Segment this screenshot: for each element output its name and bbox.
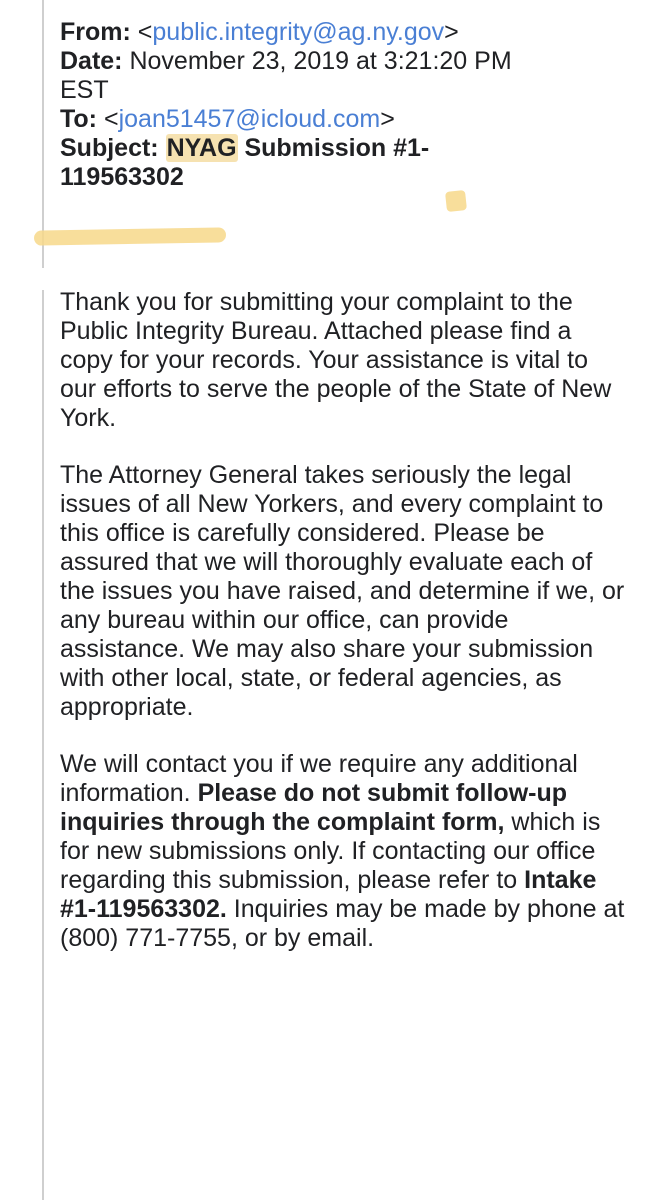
subject-label: Subject: xyxy=(60,134,159,162)
p3-text-1: We will contact you if we require any additional information. xyxy=(60,750,578,807)
to-label: To: xyxy=(60,105,98,133)
subject-number: 119563302 xyxy=(60,163,184,191)
date-timezone: EST xyxy=(60,76,109,104)
subject-text: Submission #1- xyxy=(244,134,430,162)
to-email-link[interactable]: joan51457@icloud.com xyxy=(118,105,381,133)
from-email-link[interactable]: public.integrity@ag.ny.gov xyxy=(152,18,445,46)
date-value: November 23, 2019 at 3:21:20 PM xyxy=(129,47,512,75)
to-close-bracket: > xyxy=(380,105,395,133)
from-row xyxy=(60,18,620,47)
to-row xyxy=(60,105,620,134)
p3-bold-intake: Intake #1-119563302. xyxy=(60,866,597,923)
body-paragraph-3 xyxy=(60,750,630,953)
highlighter-underline xyxy=(34,227,226,245)
from-label: From: xyxy=(60,18,131,46)
date-label: Date: xyxy=(60,47,123,75)
body-paragraph-1: Thank you for submitting your complaint to the Public Integrity Bureau. Attached please find a copy for your records. Your assistance is vital to our efforts to serve the people of the State of New York. xyxy=(60,288,612,432)
p3-text-2: which is for new submissions only. If contacting our office regarding this submission, please refer to xyxy=(60,808,601,894)
p3-bold-warning: Please do not submit follow-up inquiries through the complaint form, xyxy=(60,779,568,836)
from-open-bracket: < xyxy=(137,18,153,46)
body-paragraph-2: The Attorney General takes seriously the legal issues of all New Yorkers, and every complaint to this office is carefully considered. Please be assured that we will thoroughly evaluate each of the issues you have raised, and determine if we, or any bureau within our office, can provide assistance. We may also share your submission with other local, state, or federal agencies, as appropriate. xyxy=(60,461,625,721)
quote-bar-body xyxy=(42,290,44,1200)
p3-text-3: Inquiries may be made by phone at (800) 771-7755, or by email. xyxy=(60,895,625,952)
highlighter-mark xyxy=(445,190,467,212)
to-open-bracket: < xyxy=(103,105,119,133)
subject-highlighted-word: NYAG xyxy=(166,134,237,162)
from-close-bracket: > xyxy=(444,18,459,46)
quote-bar-header xyxy=(42,0,44,268)
email-header xyxy=(60,18,620,192)
date-row xyxy=(60,47,620,105)
subject-row xyxy=(60,134,620,192)
email-body xyxy=(60,288,630,981)
